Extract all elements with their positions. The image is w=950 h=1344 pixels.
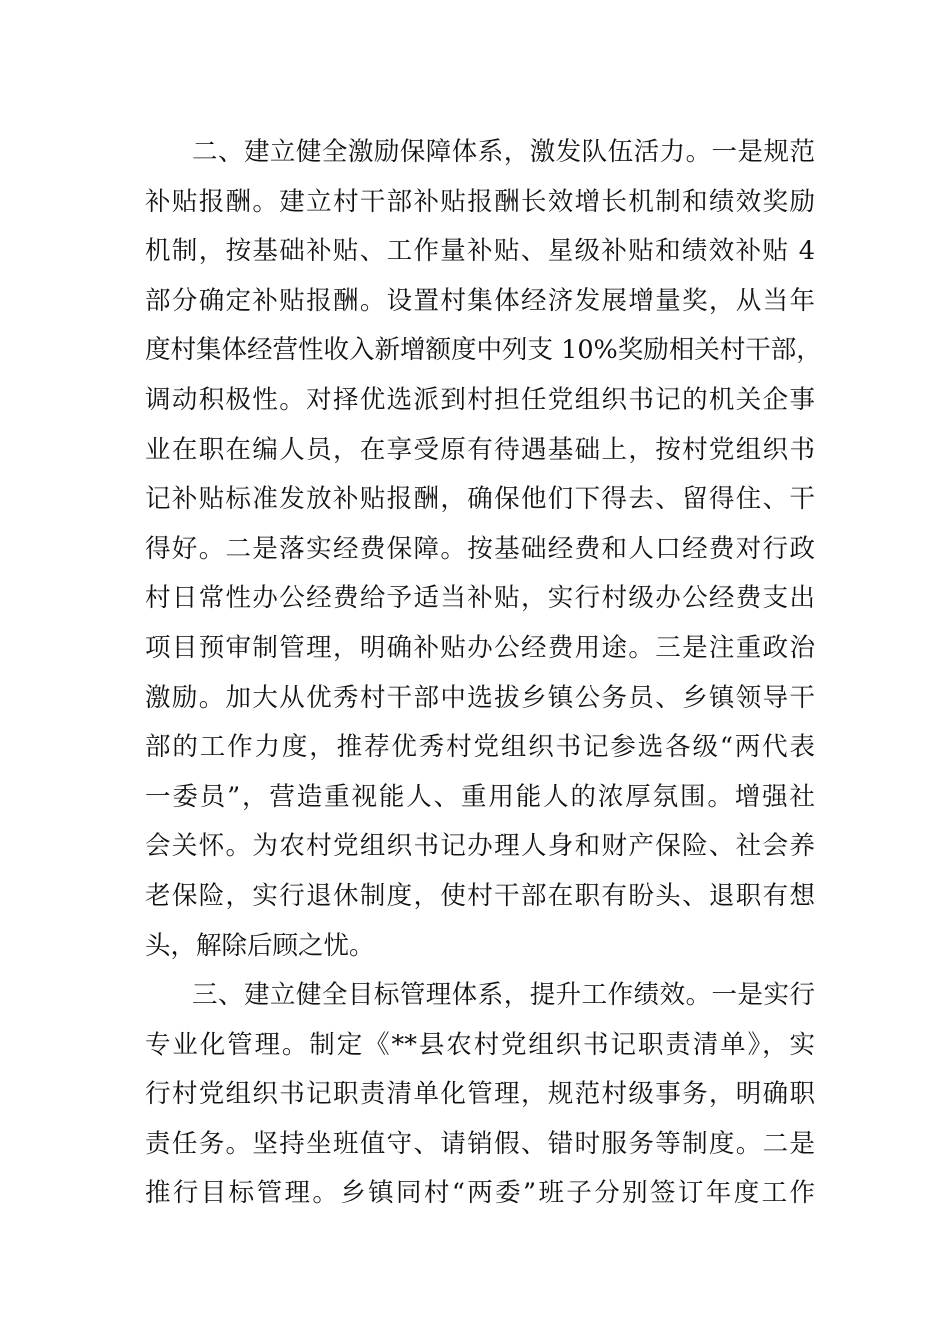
document-body [145, 128, 822, 1219]
text-line: 业在职在编人员，在享受原有待遇基础上，按村党组织书 [145, 434, 815, 465]
text-line: 部的工作力度，推荐优秀村党组织书记参选各级“两代表 [145, 732, 815, 763]
text-line: 部分确定补贴报酬。设置村集体经济发展增量奖，从当年 [145, 285, 815, 316]
text-line: 二、建立健全激励保障体系，激发队伍活力。一是规范 [192, 137, 815, 167]
text-line: 老保险，实行退休制度，使村干部在职有盼头、退职有想 [145, 880, 815, 911]
text-line: 三、建立健全目标管理体系，提升工作绩效。一是实行 [192, 980, 815, 1011]
text-line: 得好。二是落实经费保障。按基础经费和人口经费对行政 [145, 533, 815, 564]
paragraph-target-management [145, 971, 815, 1219]
text-line: 激励。加大从优秀村干部中选拔乡镇公务员、乡镇领导干 [145, 682, 815, 713]
text-line: 度村集体经营性收入新增额度中列支 10%奖励相关村干部， [145, 335, 822, 366]
text-line: 专业化管理。制定《**县农村党组织书记职责清单》，实 [145, 1029, 815, 1060]
text-line: 行村党组织书记职责清单化管理，规范村级事务，明确职 [145, 1079, 815, 1110]
text-line: 一委员”，营造重视能人、重用能人的浓厚氛围。增强社 [145, 781, 815, 812]
text-line: 补贴报酬。建立村干部补贴报酬长效增长机制和绩效奖励 [145, 186, 815, 217]
text-line: 会关怀。为农村党组织书记办理人身和财产保险、社会养 [145, 831, 815, 862]
text-line: 村日常性办公经费给予适当补贴，实行村级办公经费支出 [145, 583, 815, 614]
text-line: 推行目标管理。乡镇同村“两委”班子分别签订年度工作 [145, 1178, 815, 1209]
text-line: 责任务。坚持坐班值守、请销假、错时服务等制度。二是 [145, 1128, 815, 1159]
text-line: 调动积极性。对择优选派到村担任党组织书记的机关企事 [145, 384, 815, 415]
text-line: 机制，按基础补贴、工作量补贴、星级补贴和绩效补贴 4 [145, 236, 815, 267]
text-line: 记补贴标准发放补贴报酬，确保他们下得去、留得住、干 [145, 484, 815, 515]
text-line: 项目预审制管理，明确补贴办公经费用途。三是注重政治 [145, 632, 815, 663]
paragraph-incentive-system [145, 128, 822, 971]
text-line: 头，解除后顾之忧。 [145, 930, 375, 961]
